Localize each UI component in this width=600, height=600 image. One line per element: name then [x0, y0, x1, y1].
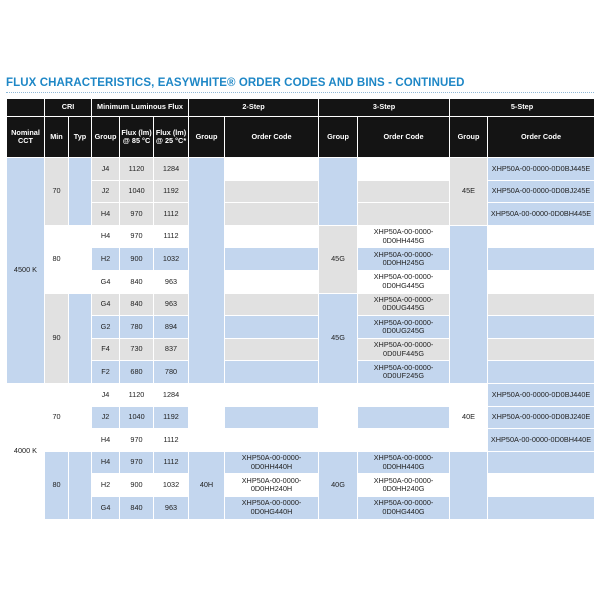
flux85-cell: 970: [120, 451, 154, 474]
step2-code-cell: [225, 158, 319, 181]
cct-cell: 4000 K: [7, 383, 45, 519]
flux85-cell: 840: [120, 496, 154, 519]
table-row: [7, 293, 595, 316]
step5-group-cell: [450, 451, 488, 519]
header-3-step: 3-Step: [319, 99, 450, 117]
step2-code-cell: [225, 293, 319, 316]
group-cell: J4: [92, 158, 120, 181]
table-row: [7, 361, 595, 384]
step3-group-cell: 45G: [319, 293, 358, 383]
step5-code-cell: XHP50A-00-0000-0D0BJ240E: [488, 406, 595, 429]
flux25-cell: 963: [154, 496, 189, 519]
step2-group-cell: [189, 383, 225, 451]
flux85-cell: 1120: [120, 383, 154, 406]
table-row: [7, 158, 595, 181]
cri-min-cell: 80: [45, 225, 69, 293]
step3-code-cell: XHP50A-00-0000-0D0HH240G: [358, 474, 450, 497]
group-cell: F4: [92, 338, 120, 361]
step5-code-cell: XHP50A-00-0000-0D0BJ245E: [488, 180, 595, 203]
group-cell: F2: [92, 361, 120, 384]
step2-code-cell: [225, 316, 319, 339]
step2-code-cell: XHP50A-00-0000-0D0HH240H: [225, 474, 319, 497]
step3-code-cell: XHP50A-00-0000-0D0HG445G: [358, 270, 450, 293]
header-2step-group: Group: [189, 117, 225, 158]
step5-code-cell: [488, 361, 595, 384]
flux25-cell: 1032: [154, 474, 189, 497]
title-rule: [6, 92, 594, 93]
step5-code-cell: XHP50A-00-0000-0D0BH445E: [488, 203, 595, 226]
step5-code-cell: XHP50A-00-0000-0D0BH440E: [488, 429, 595, 452]
flux25-cell: 1112: [154, 225, 189, 248]
group-cell: G2: [92, 316, 120, 339]
table-row: [7, 383, 595, 406]
group-cell: H4: [92, 451, 120, 474]
step5-code-cell: [488, 248, 595, 271]
flux25-cell: 894: [154, 316, 189, 339]
cri-typ-cell: [69, 158, 92, 226]
flux25-cell: 963: [154, 270, 189, 293]
header-min-flux: Minimum Luminous Flux: [92, 99, 189, 117]
flux85-cell: 680: [120, 361, 154, 384]
table-row: [7, 316, 595, 339]
header-5step-order-code: Order Code: [488, 117, 595, 158]
step2-group-cell: [189, 158, 225, 384]
header-blank: [7, 99, 45, 117]
flux25-cell: 837: [154, 338, 189, 361]
step2-code-cell: [225, 338, 319, 361]
flux85-cell: 730: [120, 338, 154, 361]
step3-group-cell: [319, 158, 358, 226]
table-row: [7, 429, 595, 452]
group-cell: H2: [92, 248, 120, 271]
cri-min-cell: 70: [45, 158, 69, 226]
group-cell: H2: [92, 474, 120, 497]
group-cell: H4: [92, 225, 120, 248]
flux85-cell: 970: [120, 225, 154, 248]
step3-code-cell: XHP50A-00-0000-0D0UG245G: [358, 316, 450, 339]
step3-code-cell: XHP50A-00-0000-0D0HH445G: [358, 225, 450, 248]
step3-code-cell: XHP50A-00-0000-0D0HG440G: [358, 496, 450, 519]
step3-code-cell: [358, 406, 450, 429]
flux25-cell: 963: [154, 293, 189, 316]
step2-code-cell: [225, 270, 319, 293]
step5-code-cell: [488, 338, 595, 361]
flux85-cell: 900: [120, 248, 154, 271]
header-5step-group: Group: [450, 117, 488, 158]
header-group: Group: [92, 117, 120, 158]
step3-code-cell: [358, 180, 450, 203]
header-2-step: 2-Step: [189, 99, 319, 117]
flux85-cell: 900: [120, 474, 154, 497]
flux25-cell: 1112: [154, 203, 189, 226]
group-cell: J4: [92, 383, 120, 406]
step5-group-cell: [450, 225, 488, 383]
step5-code-cell: [488, 451, 595, 474]
header-3step-order-code: Order Code: [358, 117, 450, 158]
step5-group-cell: 45E: [450, 158, 488, 226]
step5-code-cell: [488, 316, 595, 339]
cri-typ-cell: [69, 225, 92, 293]
group-cell: G4: [92, 496, 120, 519]
header-2step-order-code: Order Code: [225, 117, 319, 158]
group-cell: G4: [92, 270, 120, 293]
header-cri: CRI: [45, 99, 92, 117]
step5-code-cell: [488, 474, 595, 497]
step2-code-cell: XHP50A-00-0000-0D0HG440H: [225, 496, 319, 519]
step3-code-cell: [358, 383, 450, 406]
step2-code-cell: [225, 406, 319, 429]
step2-group-cell: 40H: [189, 451, 225, 519]
header-5-step: 5-Step: [450, 99, 595, 117]
flux85-cell: 840: [120, 270, 154, 293]
cri-typ-cell: [69, 383, 92, 451]
group-cell: J2: [92, 406, 120, 429]
header-flux-85: Flux (lm) @ 85 °C: [120, 117, 154, 158]
step3-code-cell: XHP50A-00-0000-0D0HH440G: [358, 451, 450, 474]
header-min: Min: [45, 117, 69, 158]
step2-code-cell: [225, 383, 319, 406]
cri-min-cell: 90: [45, 293, 69, 383]
step5-code-cell: [488, 293, 595, 316]
step3-code-cell: XHP50A-00-0000-0D0UF245G: [358, 361, 450, 384]
group-cell: J2: [92, 180, 120, 203]
table-row: [7, 225, 595, 248]
flux25-cell: 1112: [154, 451, 189, 474]
header-row-top: [7, 99, 595, 117]
flux25-cell: 780: [154, 361, 189, 384]
step5-group-cell: 40E: [450, 383, 488, 451]
table-row: [7, 203, 595, 226]
step3-group-cell: 45G: [319, 225, 358, 293]
table-row: [7, 248, 595, 271]
page-title: FLUX CHARACTERISTICS, EASYWHITE® ORDER CODES AND BINS - CONTINUED: [6, 77, 465, 89]
step3-code-cell: XHP50A-00-0000-0D0UF445G: [358, 338, 450, 361]
step2-code-cell: [225, 180, 319, 203]
flux85-cell: 970: [120, 429, 154, 452]
flux25-cell: 1192: [154, 180, 189, 203]
header-typ: Typ: [69, 117, 92, 158]
flux25-cell: 1192: [154, 406, 189, 429]
step3-code-cell: XHP50A-00-0000-0D0HH245G: [358, 248, 450, 271]
table-row: [7, 406, 595, 429]
header-nominal-cct: Nominal CCT: [7, 117, 45, 158]
step3-code-cell: XHP50A-00-0000-0D0UG445G: [358, 293, 450, 316]
flux85-cell: 1040: [120, 406, 154, 429]
flux85-cell: 840: [120, 293, 154, 316]
flux25-cell: 1032: [154, 248, 189, 271]
step2-code-cell: [225, 361, 319, 384]
step3-group-cell: 40G: [319, 451, 358, 519]
step3-group-cell: [319, 383, 358, 451]
flux85-cell: 1120: [120, 158, 154, 181]
flux25-cell: 1284: [154, 383, 189, 406]
step5-code-cell: XHP50A-00-0000-0D0BJ440E: [488, 383, 595, 406]
step2-code-cell: XHP50A-00-0000-0D0HH440H: [225, 451, 319, 474]
cri-min-cell: 80: [45, 451, 69, 519]
group-cell: H4: [92, 203, 120, 226]
step5-code-cell: XHP50A-00-0000-0D0BJ445E: [488, 158, 595, 181]
step2-code-cell: [225, 248, 319, 271]
table-row: [7, 180, 595, 203]
flux25-cell: 1112: [154, 429, 189, 452]
step3-code-cell: [358, 158, 450, 181]
flux25-cell: 1284: [154, 158, 189, 181]
header-flux-25: Flux (lm) @ 25 °C*: [154, 117, 189, 158]
flux85-cell: 1040: [120, 180, 154, 203]
table-row: [7, 474, 595, 497]
table-row: [7, 496, 595, 519]
step3-code-cell: [358, 429, 450, 452]
group-cell: G4: [92, 293, 120, 316]
step5-code-cell: [488, 225, 595, 248]
flux85-cell: 970: [120, 203, 154, 226]
table-row: [7, 451, 595, 474]
header-3step-group: Group: [319, 117, 358, 158]
group-cell: H4: [92, 429, 120, 452]
step5-code-cell: [488, 270, 595, 293]
table-row: [7, 338, 595, 361]
cri-min-cell: 70: [45, 383, 69, 451]
cri-typ-cell: [69, 293, 92, 383]
step5-code-cell: [488, 496, 595, 519]
step2-code-cell: [225, 203, 319, 226]
flux85-cell: 780: [120, 316, 154, 339]
header-row-bottom: [7, 117, 595, 158]
step2-code-cell: [225, 429, 319, 452]
flux-table: [6, 98, 595, 520]
cri-typ-cell: [69, 451, 92, 519]
step3-code-cell: [358, 203, 450, 226]
step2-code-cell: [225, 225, 319, 248]
cct-cell: 4500 K: [7, 158, 45, 384]
table-row: [7, 270, 595, 293]
